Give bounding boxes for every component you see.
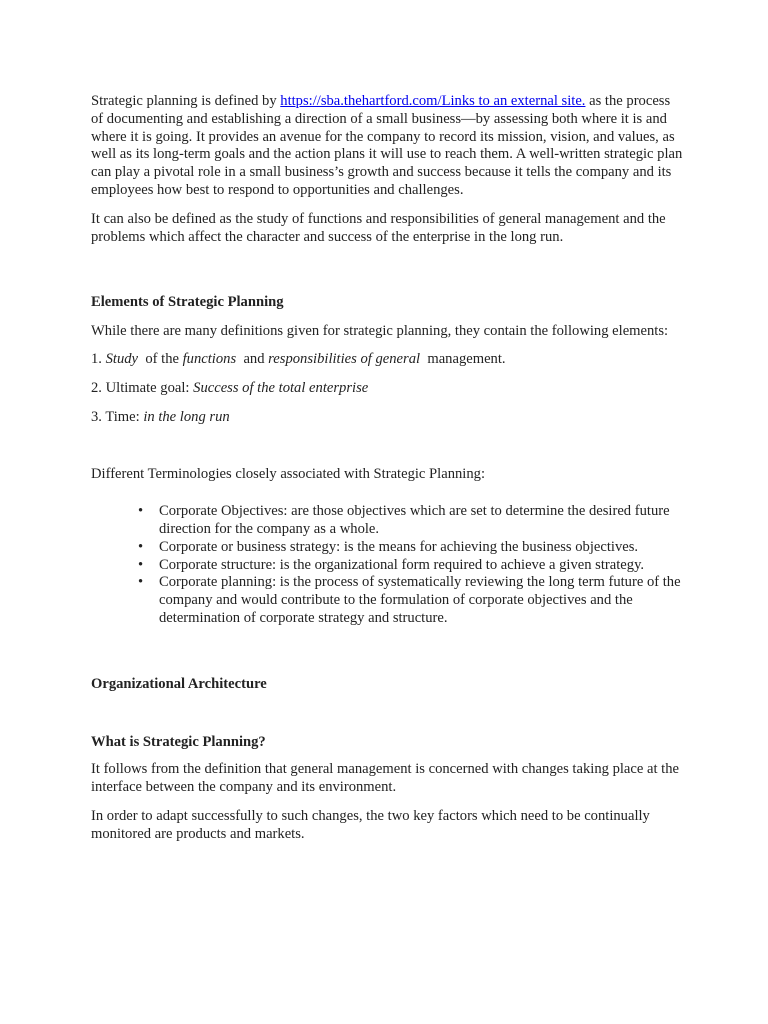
element-item-2-label: 2. Ultimate goal: <box>91 379 194 396</box>
list-item <box>138 574 683 627</box>
terminologies-list <box>91 503 683 628</box>
document-page <box>91 93 683 844</box>
intro-text-after-link: as the process of documenting and establishing a direction of a small business—by assessing both where it is and where it is going. It provides an avenue for the company to record its mission, vision, and values, as well as its long-term goals and the action plans it will use to reach them. A well-written strategic plan can play a pivotal role in a small business’s growth and success because it tells the company and its employees how best to respond to opportunities and challenges. <box>91 93 683 198</box>
element-item-1-functions: functions <box>182 350 237 367</box>
terminologies-intro: Different Terminologies closely associated with Strategic Planning: <box>91 466 486 483</box>
element-item-3-value: in the long run <box>143 408 230 425</box>
intro-text-before-link: Strategic planning is defined by <box>91 93 281 109</box>
bullet-icon: • <box>138 556 144 573</box>
organizational-architecture-heading: Organizational Architecture <box>91 675 267 692</box>
bullet-icon: • <box>138 503 144 520</box>
element-item-1-management: management. <box>420 350 506 367</box>
definition-paragraph: It can also be defined as the study of functions and responsibilities of general management and the problems which affect the character and success of the enterprise in the long run. <box>91 210 666 245</box>
element-item-1-of-the: of the <box>138 350 183 367</box>
external-site-link[interactable]: https://sba.thehartford.com/Links to an external site. <box>280 93 586 109</box>
what-is-paragraph-2: In order to adapt successfully to such changes, the two key factors which need to be continually monitored are products and markets. <box>91 807 650 842</box>
element-item-1-responsibilities: responsibilities of general <box>268 350 421 367</box>
element-item-1-number: 1. <box>91 350 106 367</box>
list-item <box>138 556 683 575</box>
bullet-icon: • <box>138 574 144 591</box>
list-item-text: Corporate or business strategy: is the means for achieving the business objectives. <box>159 538 639 555</box>
what-is-paragraph-1: It follows from the definition that general management is concerned with changes taking place at the interface between the company and its environment. <box>91 761 680 796</box>
element-item-1 <box>91 351 683 369</box>
list-item-text: Corporate structure: is the organizational form required to achieve a given strategy. <box>159 556 645 573</box>
intro-paragraph <box>91 93 683 200</box>
list-item <box>138 503 683 539</box>
element-item-1-study: Study <box>105 350 139 367</box>
list-item-text: Corporate Objectives: are those objectives which are set to determine the desired future direction for the company as a whole. <box>159 503 670 537</box>
element-item-1-and: and <box>236 350 269 367</box>
what-is-strategic-planning-heading: What is Strategic Planning? <box>91 733 266 750</box>
list-item-text: Corporate planning: is the process of systematically reviewing the long term future of the company and would contribute to the formulation of corporate objectives and the determination of corporate strategy and structure. <box>159 574 681 626</box>
elements-heading: Elements of Strategic Planning <box>91 294 284 311</box>
element-item-2 <box>91 380 683 398</box>
bullet-icon: • <box>138 538 144 555</box>
element-item-3 <box>91 409 683 427</box>
list-item <box>138 538 683 557</box>
elements-intro: While there are many definitions given for strategic planning, they contain the following elements: <box>91 323 669 340</box>
element-item-2-value: Success of the total enterprise <box>193 379 369 396</box>
element-item-3-label: 3. Time: <box>91 408 144 425</box>
